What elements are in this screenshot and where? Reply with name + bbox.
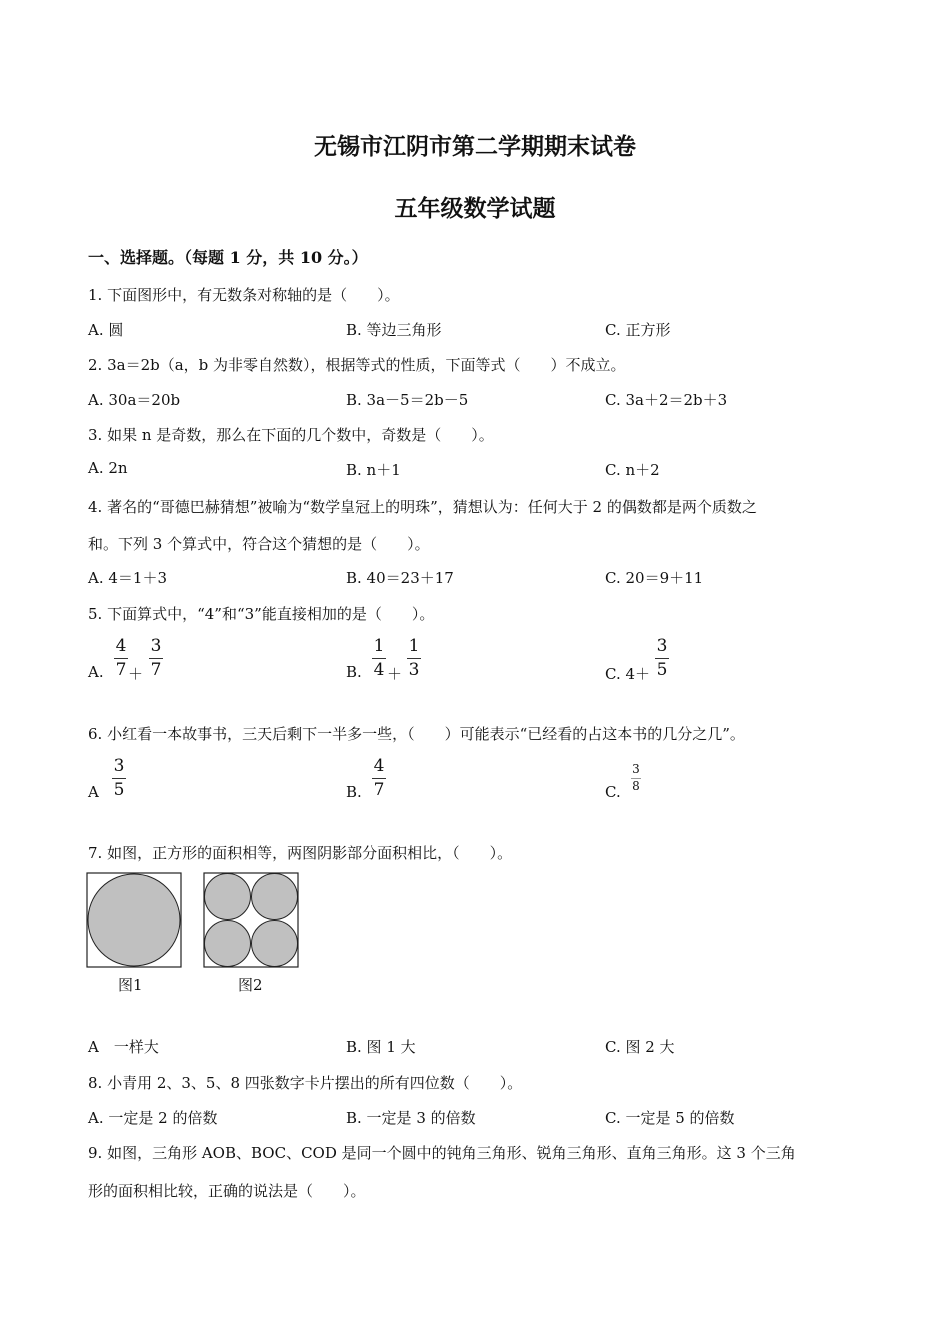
figure-2-caption: 图2 <box>238 976 263 994</box>
exam-title: 无锡市江阴市第二学期期末试卷 <box>314 133 636 160</box>
q7-option-a: A 一样大 <box>88 1038 159 1056</box>
fraction-bar <box>114 658 128 659</box>
q3-option-c: C. n＋2 <box>605 461 660 479</box>
q6-b-fraction <box>372 757 386 799</box>
question-9-line-2: 形的面积相比较，正确的说法是（ ）。 <box>88 1182 366 1200</box>
numerator: 3 <box>656 636 668 656</box>
q8-option-c: C. 一定是 5 的倍数 <box>605 1109 735 1127</box>
q7-option-b: B. 图 1 大 <box>346 1038 416 1056</box>
figure-2-circle <box>205 874 251 920</box>
numerator: 4 <box>373 756 385 776</box>
q6-a-fraction <box>112 757 126 799</box>
q2-option-b: B. 3a－5＝2b－5 <box>346 391 469 409</box>
q1-option-c: C. 正方形 <box>605 321 671 339</box>
q6-c-fraction <box>631 763 641 793</box>
plus-sign: ＋ <box>128 665 144 683</box>
q5-b-fraction-2 <box>407 637 421 679</box>
q2-option-c: C. 3a＋2＝2b＋3 <box>605 391 728 409</box>
question-9-line-1: 9. 如图，三角形 AOB、BOC、COD 是同一个圆中的钝角三角形、锐角三角形、直角三角形。这 3 个三角 <box>88 1144 796 1162</box>
q1-option-a: A. 圆 <box>88 321 124 339</box>
figure-2 <box>204 873 298 967</box>
denominator: 4 <box>373 660 385 680</box>
exam-subtitle: 五年级数学试题 <box>394 195 556 222</box>
q5-option-b-label: B. <box>346 663 362 681</box>
q7-figures <box>86 872 300 972</box>
question-8: 8. 小青用 2、3、5、8 四张数字卡片摆出的所有四位数（ ）。 <box>88 1074 523 1092</box>
question-5: 5. 下面算式中，“4”和“3”能直接相加的是（ ）。 <box>88 605 435 623</box>
question-3: 3. 如果 n 是奇数，那么在下面的几个数中，奇数是（ ）。 <box>88 426 494 444</box>
fraction-bar <box>655 658 669 659</box>
question-6: 6. 小红看一本故事书，三天后剩下一半多一些，（ ）可能表示“已经看的占这本书的几分之几”。 <box>88 725 745 743</box>
denominator: 7 <box>373 780 385 800</box>
fraction-bar <box>372 658 386 659</box>
q4-option-c: C. 20＝9＋11 <box>605 569 704 587</box>
fraction-bar <box>149 658 163 659</box>
q5-b-fraction-1 <box>372 637 386 679</box>
denominator: 7 <box>150 660 162 680</box>
denominator: 3 <box>408 660 420 680</box>
q3-option-b: B. n＋1 <box>346 461 401 479</box>
fraction-bar <box>407 658 421 659</box>
numerator: 3 <box>150 636 162 656</box>
fraction-bar <box>112 778 126 779</box>
numerator: 4 <box>115 636 127 656</box>
figure-1-caption: 图1 <box>118 976 143 994</box>
denominator: 5 <box>656 660 668 680</box>
figure-2-circle <box>252 874 298 920</box>
denominator: 8 <box>632 779 640 793</box>
q1-option-b: B. 等边三角形 <box>346 321 442 339</box>
question-1: 1. 下面图形中，有无数条对称轴的是（ ）。 <box>88 286 400 304</box>
numerator: 3 <box>632 762 640 776</box>
numerator: 3 <box>113 756 125 776</box>
q5-c-fraction <box>655 637 669 679</box>
question-4-line-2: 和。下列 3 个算式中，符合这个猜想的是（ ）。 <box>88 535 430 553</box>
q8-option-b: B. 一定是 3 的倍数 <box>346 1109 476 1127</box>
section-heading: 一、选择题。（每题 1 分，共 10 分。） <box>88 248 368 267</box>
q5-a-fraction-2 <box>149 637 163 679</box>
figure-2-circle <box>205 921 251 967</box>
q3-option-a: A. 2n <box>88 459 128 477</box>
fraction-bar <box>372 778 386 779</box>
q2-option-a: A. 30a＝20b <box>88 391 181 409</box>
q4-option-a: A. 4＝1＋3 <box>88 569 167 587</box>
denominator: 7 <box>115 660 127 680</box>
q5-a-fraction-1 <box>114 637 128 679</box>
figure-1 <box>87 873 181 967</box>
q5-option-a-label: A. <box>88 663 104 681</box>
q6-option-b-label: B. <box>346 783 362 801</box>
q6-option-a-label: A <box>88 783 99 801</box>
plus-sign: ＋ <box>387 665 403 683</box>
question-7: 7. 如图，正方形的面积相等，两图阴影部分面积相比，（ ）。 <box>88 844 513 862</box>
figure-2-circle <box>252 921 298 967</box>
q4-option-b: B. 40＝23＋17 <box>346 569 454 587</box>
denominator: 5 <box>113 780 125 800</box>
q5-option-c-label: C. 4＋ <box>605 665 651 683</box>
numerator: 1 <box>373 636 385 656</box>
numerator: 1 <box>408 636 420 656</box>
q7-option-c: C. 图 2 大 <box>605 1038 675 1056</box>
q8-option-a: A. 一定是 2 的倍数 <box>88 1109 218 1127</box>
question-2: 2. 3a＝2b（a，b 为非零自然数），根据等式的性质，下面等式（ ）不成立。 <box>88 356 626 374</box>
question-4-line-1: 4. 著名的“哥德巴赫猜想”被喻为“数学皇冠上的明珠”，猜想认为：任何大于 2 的偶数都是两个质数之 <box>88 498 757 516</box>
figure-1-circle <box>88 874 180 966</box>
q6-option-c-label: C. <box>605 783 621 801</box>
